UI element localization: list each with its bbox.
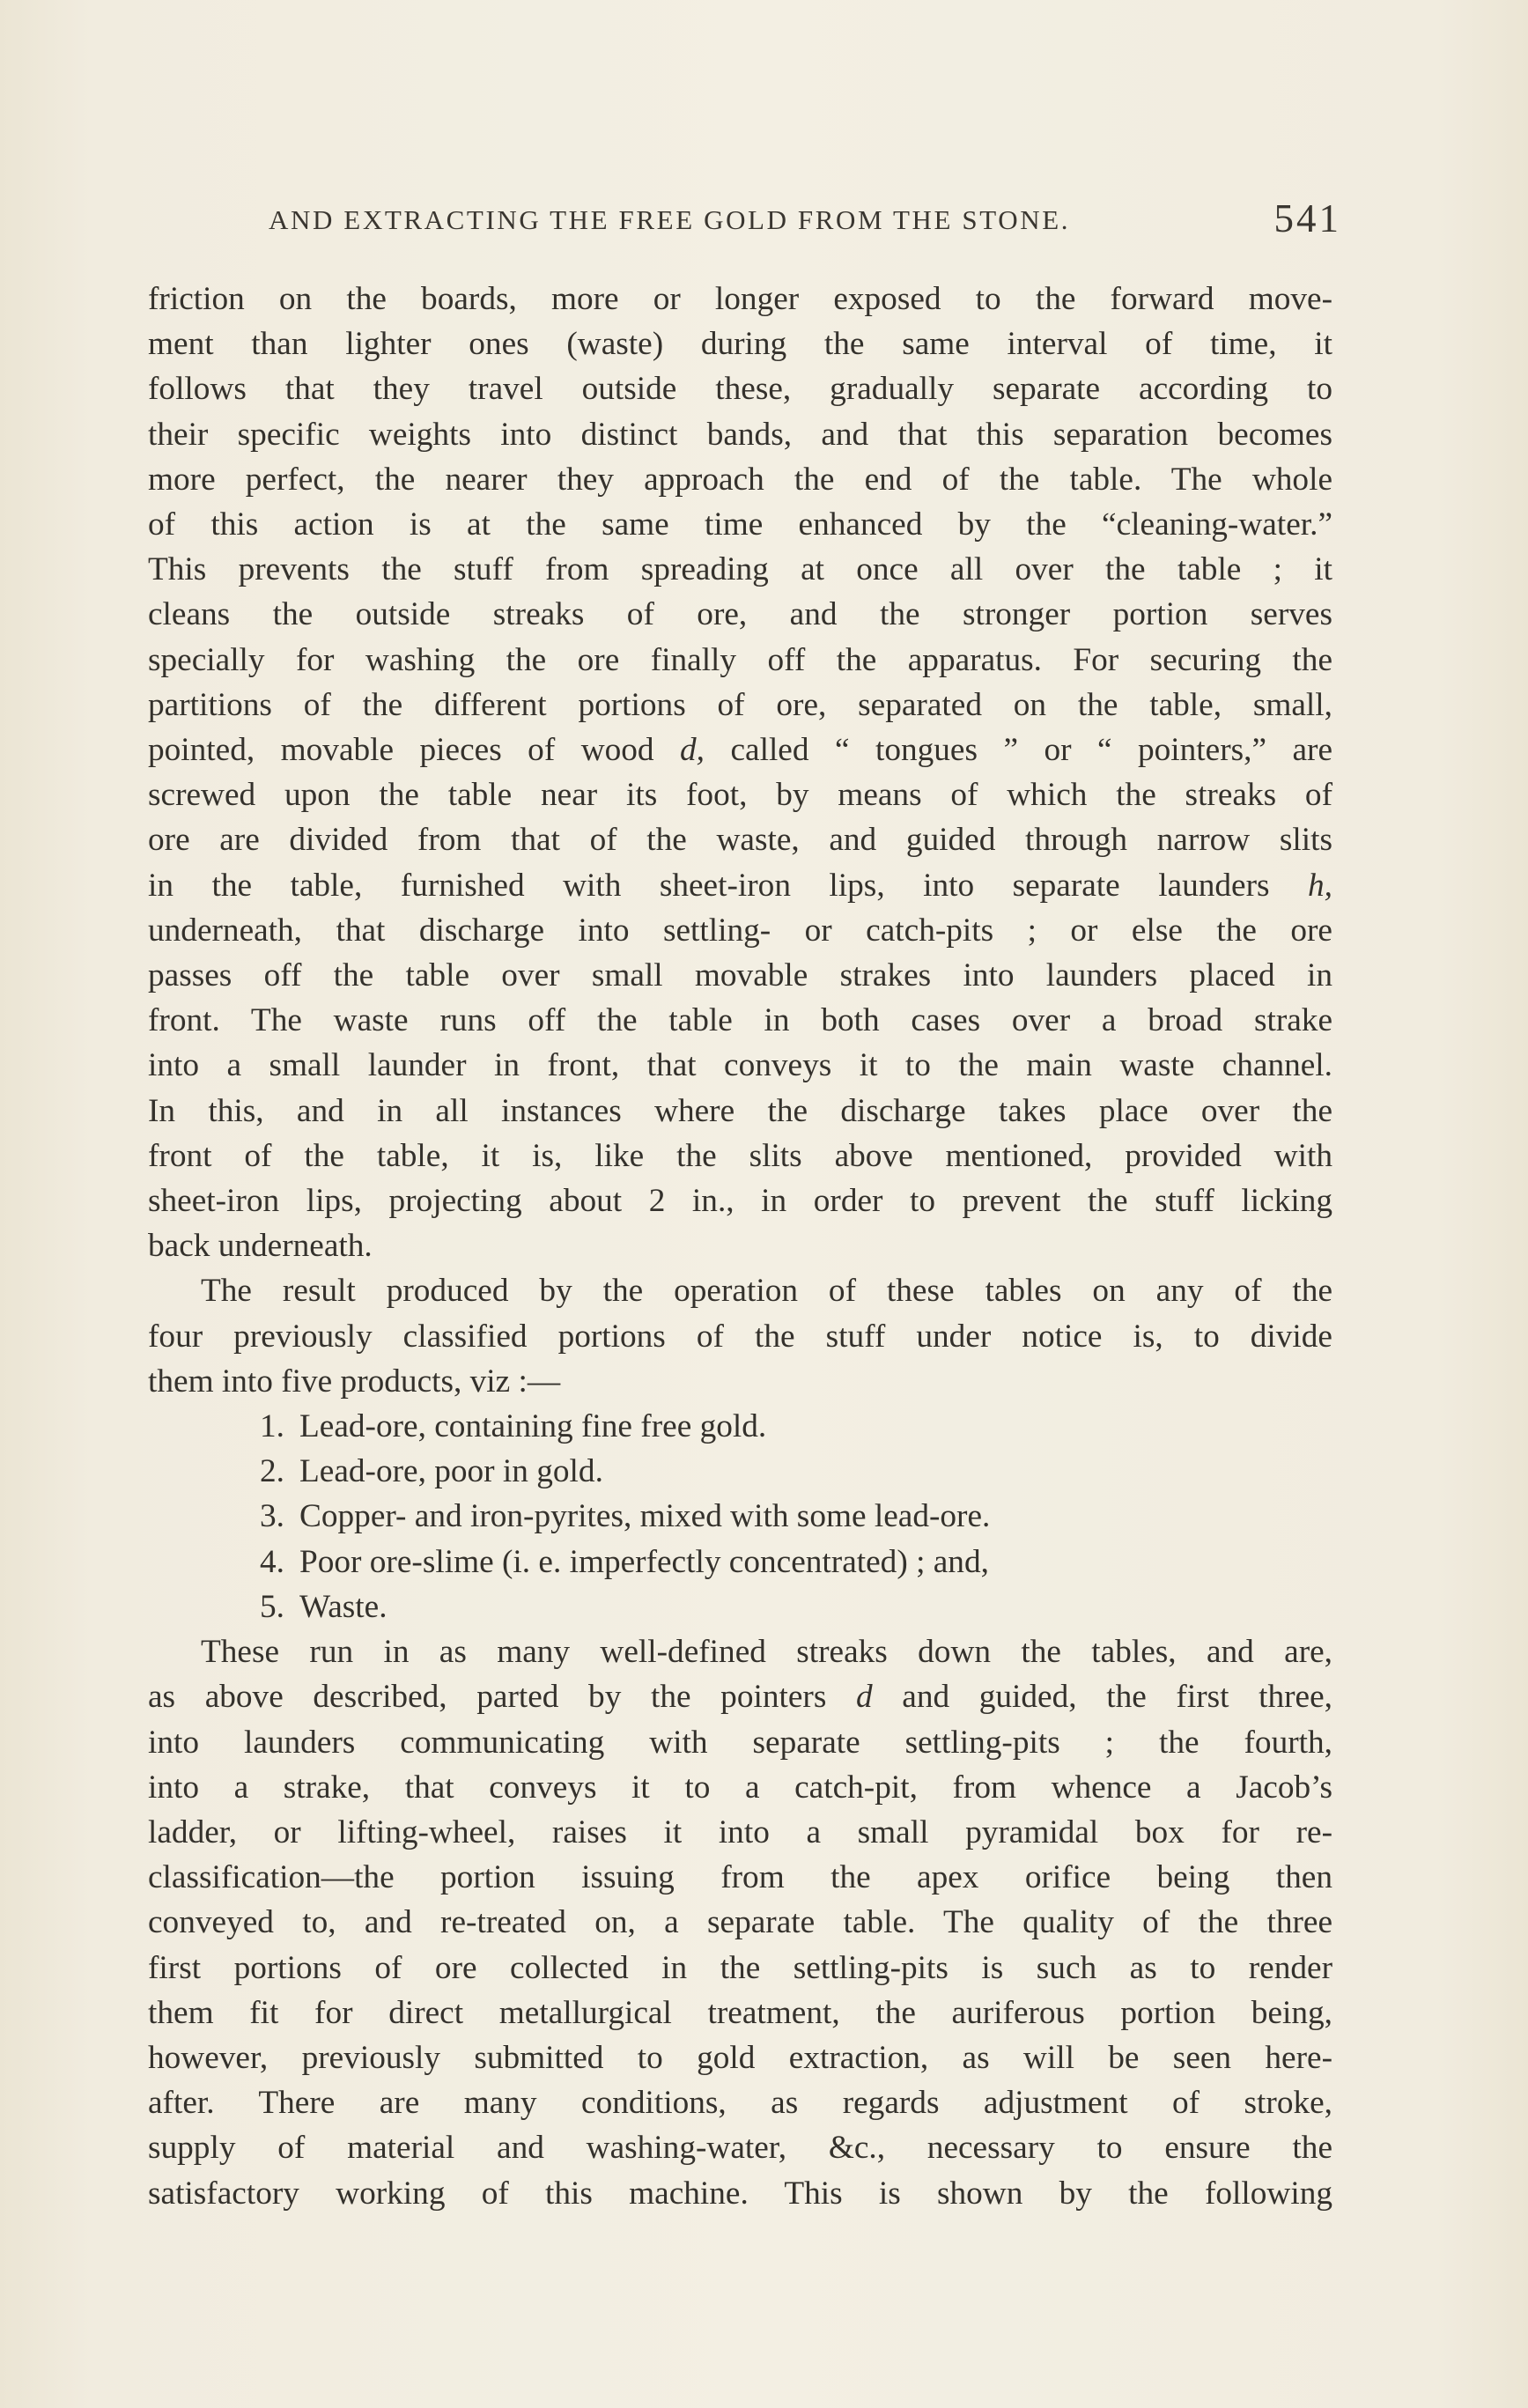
list-number: 1. [260, 1408, 284, 1445]
text-line: passes off the table over small movable strakes into launders placed in [148, 957, 1332, 994]
products-list [148, 1404, 1332, 1629]
list-text: Lead-ore, poor in gold. [299, 1453, 603, 1490]
paragraph-3 [148, 1629, 1332, 2216]
text-line: however, previously submitted to gold extraction, as will be seen here- [148, 2039, 1332, 2076]
list-item [148, 1584, 1332, 1629]
text-line: their specific weights into distinct bands, and that this separation becomes [148, 416, 1332, 453]
text-line: them fit for direct metallurgical treatment, the auriferous portion being, [148, 1994, 1332, 2031]
list-number: 2. [260, 1453, 284, 1490]
text-line [148, 1674, 1332, 1719]
text-line: follows that they travel outside these, gradually separate according to [148, 371, 1332, 408]
text-segment: and guided, the first three, [872, 1679, 1332, 1716]
text-line: supply of material and washing-water, &c., necessary to ensure the [148, 2130, 1332, 2167]
list-text: Poor ore-slime (i. e. imperfectly concentrated) ; and, [299, 1543, 989, 1580]
text-line: friction on the boards, more or longer exposed to the forward move- [148, 281, 1332, 317]
text-line: back underneath. [148, 1228, 373, 1265]
list-text: Waste. [299, 1588, 388, 1625]
list-item [148, 1540, 1332, 1584]
text-line: The result produced by the operation of these tables on any of the [201, 1273, 1332, 1310]
text-line: These run in as many well-defined streaks down the tables, and are, [201, 1634, 1332, 1671]
paragraph-1 [148, 277, 1332, 1268]
text-line: after. There are many conditions, as regards adjustment of stroke, [148, 2085, 1332, 2122]
text-line: classification—the portion issuing from the apex orifice being then [148, 1859, 1332, 1896]
text-line: cleans the outside streaks of ore, and the stronger portion serves [148, 596, 1332, 633]
text-line: satisfactory working of this machine. This is shown by the following [148, 2175, 1332, 2212]
text-line: into a small launder in front, that conveys it to the main waste channel. [148, 1047, 1332, 1084]
text-segment: as above described, parted by the pointers [148, 1679, 856, 1716]
text-line: them into five products, viz :— [148, 1363, 561, 1400]
text-line: screwed upon the table near its foot, by means of which the streaks of [148, 777, 1332, 814]
figure-letter-d: d [855, 1679, 873, 1716]
text-line: specially for washing the ore finally off the apparatus. For securing the [148, 641, 1332, 678]
figure-letter-h: h, [1308, 867, 1332, 904]
text-line [148, 728, 1332, 772]
text-line: into a strake, that conveys it to a catch-pit, from whence a Jacob’s [148, 1769, 1332, 1806]
list-number: 4. [260, 1543, 284, 1580]
text-segment: called “ tongues ” or “ pointers,” are [705, 732, 1332, 769]
text-line: of this action is at the same time enhanced by the “cleaning-water.” [148, 506, 1332, 543]
text-line: first portions of ore collected in the settling-pits is such as to render [148, 1949, 1332, 1986]
list-item [148, 1404, 1332, 1449]
text-segment: pointed, movable pieces of wood [148, 732, 681, 769]
text-line: In this, and in all instances where the discharge takes place over the [148, 1092, 1332, 1129]
text-line: front of the table, it is, like the slits above mentioned, provided with [148, 1137, 1332, 1174]
text-line: partitions of the different portions of ore, separated on the table, small, [148, 686, 1332, 723]
text-line: into launders communicating with separate settling-pits ; the fourth, [148, 1724, 1332, 1761]
text-line: conveyed to, and re-treated on, a separate table. The quality of the three [148, 1904, 1332, 1941]
text-line: This prevents the stuff from spreading at once all over the table ; it [148, 551, 1332, 588]
text-line: ore are divided from that of the waste, and guided through narrow slits [148, 822, 1332, 859]
figure-letter-d: d, [680, 732, 705, 769]
page-number: 541 [1273, 196, 1341, 240]
text-line: underneath, that discharge into settling- or catch-pits ; or else the ore [148, 912, 1332, 949]
list-item [148, 1494, 1332, 1539]
text-line: front. The waste runs off the table in both cases over a broad strake [148, 1002, 1332, 1039]
text-line [148, 863, 1332, 908]
body-text [148, 277, 1332, 2216]
running-head: AND EXTRACTING THE FREE GOLD FROM THE STONE. [269, 204, 1071, 235]
text-line: ladder, or lifting-wheel, raises it into a small pyramidal box for re- [148, 1813, 1332, 1850]
page-header [269, 196, 1341, 248]
paragraph-2 [148, 1268, 1332, 1404]
text-line: ment than lighter ones (waste) during the same interval of time, it [148, 326, 1332, 363]
text-segment: in the table, furnished with sheet-iron lips, into separate launders [148, 867, 1309, 904]
list-text: Lead-ore, containing fine free gold. [299, 1408, 767, 1445]
text-line: more perfect, the nearer they approach the end of the table. The whole [148, 461, 1332, 498]
text-line: four previously classified portions of the stuff under notice is, to divide [148, 1318, 1332, 1355]
list-text: Copper- and iron-pyrites, mixed with some lead-ore. [299, 1498, 991, 1535]
list-item [148, 1449, 1332, 1494]
text-line: sheet-iron lips, projecting about 2 in., in order to prevent the stuff licking [148, 1183, 1332, 1220]
list-number: 5. [260, 1588, 284, 1625]
list-number: 3. [260, 1498, 284, 1535]
